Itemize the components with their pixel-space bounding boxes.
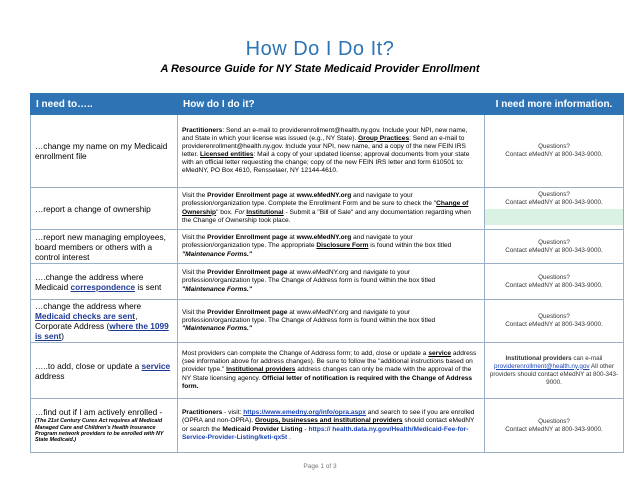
how-text: at www.eMedNY.org and navigate to your profession/organization type. The Change of Address form is found within the box titled	[182, 308, 436, 324]
need-text: …report a change of ownership	[35, 203, 151, 214]
how-cell	[178, 343, 485, 399]
emedny-site-link[interactable]: www.eMedNY.org	[296, 192, 352, 200]
service-label: service	[428, 350, 452, 358]
how-text: .	[287, 433, 291, 441]
how-text: Visit the	[182, 192, 208, 200]
questions-label: Questions?	[538, 417, 570, 425]
need-text: …report new managing employees, board members or others with a control interest	[35, 231, 166, 262]
provider-listing-link[interactable]: https:// health.data.ny.gov/Health/Medicaid-Fee-for-Service-Provider-Listing/keti-qx5t	[182, 425, 469, 441]
how-cell	[178, 230, 485, 264]
resource-table	[30, 93, 624, 453]
table-row	[31, 230, 624, 264]
table-row	[31, 188, 624, 230]
licensed-entities-label: Licensed entities	[199, 151, 254, 158]
groups-businesses-label: Groups, businesses and institutional providers	[254, 417, 403, 425]
contact-text: Contact eMedNY at 800-343-9000.	[505, 281, 603, 289]
how-text: and search to see if you are enrolled (OPRA and non-OPRA).	[182, 409, 475, 425]
group-practices-label: Group Practices	[358, 134, 410, 142]
practitioners-label: Practitioners	[182, 409, 223, 417]
how-text: at www.eMedNY.org and navigate to your profession/organization type. The Change of Address form is found within the box titled	[182, 269, 436, 285]
maintenance-forms-label: "Maintenance Forms."	[182, 325, 253, 333]
need-text: is sent	[135, 281, 162, 292]
provider-enrollment-page-link[interactable]: Provider Enrollment page	[207, 192, 288, 200]
disclosure-form-label: Disclosure Form	[316, 242, 369, 250]
how-cell	[178, 188, 485, 230]
contact-text: Contact eMedNY at 800-343-9000.	[505, 246, 603, 254]
medicaid-provider-listing-label: Medicaid Provider Listing	[222, 425, 303, 433]
how-text: address (see information above for address changes). Be sure to follow the "additional instructions based on provider type."	[182, 350, 477, 374]
info-cell	[485, 115, 624, 188]
how-text: : Send an e-mail to providerenrollment@health.ny.gov. Include your NPI, new name, and a copy of the new FEIN IRS letter.	[182, 134, 466, 158]
for-label: For	[234, 208, 245, 216]
how-text: Visit the	[182, 308, 208, 316]
maintenance-forms-label: "Maintenance Forms."	[182, 285, 253, 293]
need-text: …..to add, close or update a	[35, 360, 142, 371]
need-text: ….change the address where Medicaid	[35, 271, 144, 292]
how-text: : Mail a copy of your updated license; approval documents from your state with an official letter requesting the change; copy of the new FEIN IRS letter and form 610501 to: eMedNY, PO Box 4610, Rensselaer, NY 12144-4610.	[182, 151, 470, 175]
highlight-band	[485, 209, 623, 225]
how-text: address changes can only be made with the approval of the NY State licensing agency.	[182, 366, 472, 382]
institutional-label: Institutional	[246, 208, 284, 216]
contact-text: Contact eMedNY at 800-343-9000.	[505, 425, 603, 433]
info-cell	[485, 343, 624, 399]
medicaid-checks-label: Medicaid checks are sent	[35, 311, 136, 321]
page-footer: Page 1 of 3	[303, 463, 337, 470]
how-text: Visit the	[182, 234, 208, 242]
questions-label: Questions?	[538, 191, 570, 198]
how-text: should contact eMedNY or search the	[182, 417, 475, 433]
page-subtitle: A Resource Guide for NY State Medicaid Provider Enrollment	[160, 63, 480, 75]
questions-label: Questions?	[538, 273, 570, 281]
how-cell	[178, 300, 485, 343]
info-cell	[485, 399, 624, 453]
table-row	[31, 264, 624, 300]
need-text: address	[35, 370, 65, 381]
institutional-providers-label: Institutional providers	[226, 366, 296, 374]
how-text: " box.	[216, 208, 235, 216]
info-cell	[485, 230, 624, 264]
how-text: Most providers can complete the Change of Address form; to add, close or update a	[182, 350, 429, 358]
how-text: at	[287, 192, 297, 200]
institutional-providers-label: Institutional providers	[505, 354, 572, 362]
page-title: How Do I Do It?	[245, 38, 395, 60]
info-text: can e-mail	[571, 354, 603, 362]
questions-label: Questions?	[538, 143, 570, 150]
how-text: and navigate to your profession/organization type. The appropriate	[182, 234, 413, 250]
how-cell	[178, 264, 485, 300]
practitioners-label: Practitioners	[182, 126, 223, 134]
provider-enrollment-page-link[interactable]: Provider Enrollment page	[207, 234, 288, 242]
need-cell	[31, 343, 178, 399]
cures-act-note: (The 21st Century Cures Act requires all Medicaid Managed Care and Children's Health Insurance Program network providers to be enrolled with NY State Medicaid.)	[35, 418, 164, 444]
need-cell	[31, 264, 178, 300]
how-text: -	[302, 425, 309, 433]
correspondence-label: correspondence	[70, 281, 136, 292]
official-letter-note: Official letter of notification is required with the Change of Address form.	[182, 374, 473, 390]
questions-label: Questions?	[538, 313, 570, 320]
maintenance-forms-label: "Maintenance Forms."	[182, 250, 253, 258]
how-text: - Submit a "Bill of Sale" and any documentation regarding when the Change of Ownership took place.	[182, 208, 471, 224]
info-text: All other providers should contact eMedNY at 800-343-9000.	[489, 362, 619, 386]
info-cell	[485, 188, 624, 230]
how-text: Visit the	[182, 269, 208, 277]
table-row	[31, 300, 624, 343]
how-cell	[178, 115, 485, 188]
provider-enrollment-page-link[interactable]: Provider Enrollment page	[207, 269, 288, 277]
column-header-need: I need to…..	[31, 94, 178, 115]
need-text: )	[61, 331, 65, 341]
table-row	[31, 343, 624, 399]
need-cell	[31, 300, 178, 343]
how-text: at	[287, 234, 297, 242]
table-row	[31, 399, 624, 453]
service-label: service	[141, 360, 171, 371]
emedny-site-link[interactable]: www.eMedNY.org	[296, 234, 352, 242]
need-cell	[31, 188, 178, 230]
need-cell	[31, 399, 178, 453]
where-1099-label: where the 1099 is sent	[35, 321, 169, 341]
opra-link[interactable]: https://www.emedny.org/info/opra.aspx	[243, 409, 366, 417]
need-text: …change my name on my Medicaid enrollment file	[35, 141, 168, 161]
table-row	[31, 115, 624, 188]
how-text: : Send an e-mail to providerenrollment@health.ny.gov. Include your NPI, new name, and State in which your license was issued (e.g., NY State).	[182, 126, 468, 142]
questions-label: Questions?	[538, 238, 570, 246]
contact-text: Contact eMedNY at 800-343-9000.	[505, 321, 603, 328]
contact-text: Contact eMedNY at 800-343-9000.	[505, 151, 603, 158]
how-text: is found within the box titled	[368, 242, 452, 250]
table-header-row	[31, 94, 624, 115]
info-cell	[485, 264, 624, 300]
how-cell	[178, 399, 485, 453]
need-text: …change the address where	[35, 301, 142, 311]
need-cell	[31, 230, 178, 264]
how-text: - visit:	[222, 409, 244, 417]
enrollment-email-link[interactable]: providerenrollment@health.ny.gov	[493, 362, 590, 370]
how-text: and navigate to your profession/organization type. Complete the Enrollment Form and be sure to check the "	[182, 192, 437, 208]
column-header-how: How do I do it?	[178, 94, 485, 115]
column-header-info: I need more information.	[485, 94, 624, 115]
need-cell	[31, 115, 178, 188]
info-cell	[485, 300, 624, 343]
contact-text: Contact eMedNY at 800-343-9000.	[505, 199, 603, 206]
need-text: , Corporate Address (	[35, 311, 138, 331]
change-of-ownership-box: Change of Ownership	[182, 200, 469, 216]
need-text: …find out if I am actively enrolled -	[35, 407, 163, 418]
provider-enrollment-page-link[interactable]: Provider Enrollment page	[207, 308, 288, 316]
